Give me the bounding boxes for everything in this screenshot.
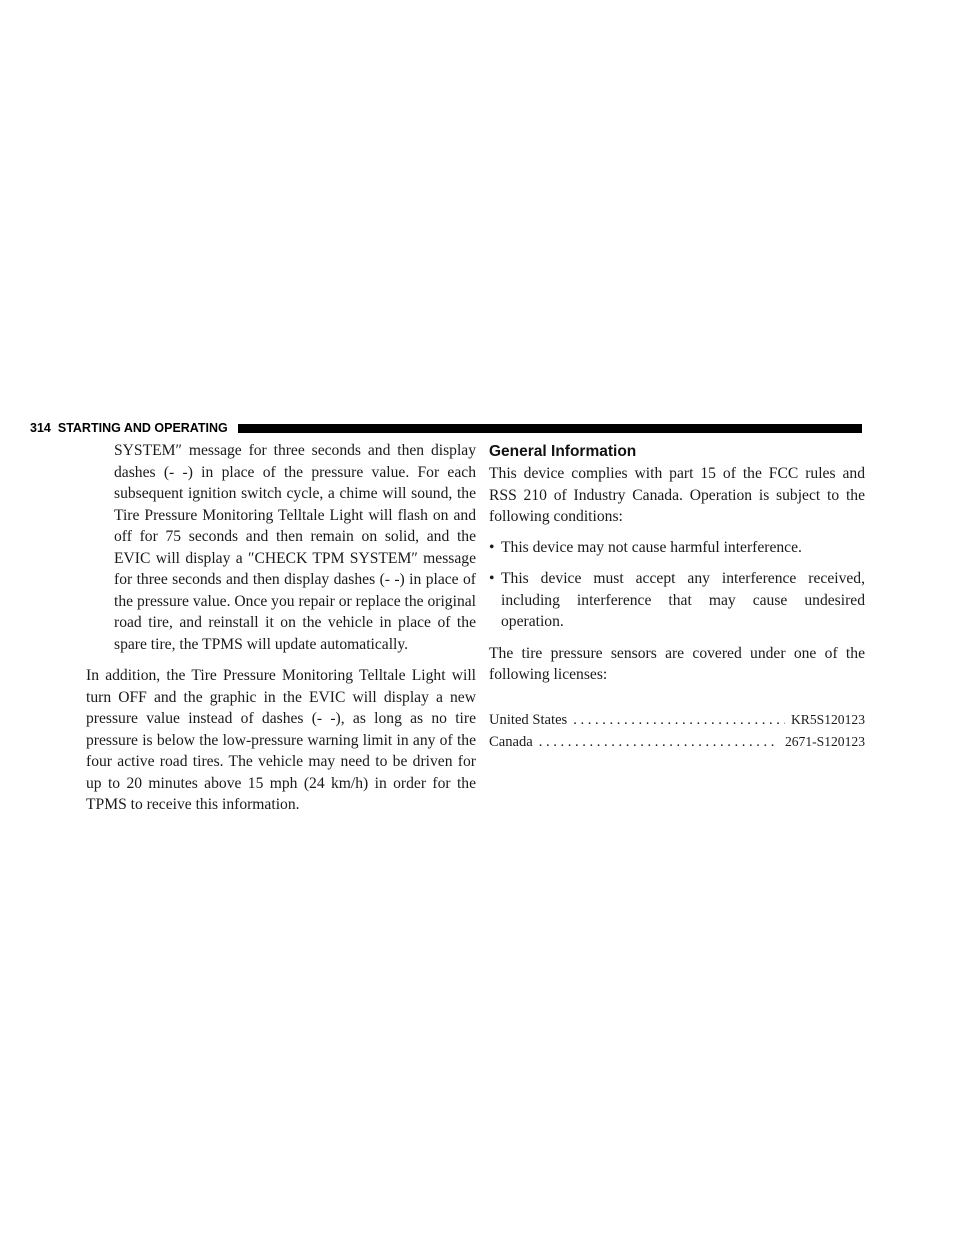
running-header [30,418,862,438]
dot-leader [539,732,779,753]
license-value: 2671-S120123 [784,733,865,749]
section-title: STARTING AND OPERATING [57,421,228,435]
bullet-icon: • [489,570,495,587]
right-column [489,440,865,753]
intro-paragraph: This device complies with part 15 of the FCC rules and RSS 210 of Industry Canada. Operation is subject to the following conditions: [489,465,865,525]
conditions-list [489,537,865,633]
header-rule [238,424,862,433]
license-table [489,709,865,753]
list-item-text: This device may not cause harmful interference. [501,538,802,556]
dot-leader [573,710,785,731]
license-label: Canada [489,733,533,750]
section-heading: General Information [489,443,637,460]
license-value: KR5S120123 [790,711,865,727]
continued-paragraph: SYSTEM″ message for three seconds and then display dashes (- -) in place of the pressure value. For each subsequent ignition switch cycle, a chime will sound, the Tire Pressure Monitoring Telltale Light will flash on and off for 75 seconds and then remain on solid, and the EVIC will display a ″CHECK TPM SYSTEM″ message for three seconds and then display dashes (- -) in place of the pressure value. Once you repair or replace the original road tire, and reinstall it on the vehicle in place of the spare tire, the TPMS will update automatically. [114,442,476,653]
license-label: United States [489,711,568,728]
page-number: 314 [30,421,51,435]
list-item [489,537,865,559]
bullet-icon: • [489,538,495,556]
left-column [86,440,476,816]
license-row [489,709,865,731]
paragraph: In addition, the Tire Pressure Monitoring Telltale Light will turn OFF and the graphic in the EVIC will display a new pressure value instead of dashes (- -), as long as no tire pressure is below the low-pressure warning limit in any of the four active road tires. The vehicle may need to be driven for up to 20 minutes above 15 mph (24 km/h) in order for the TPMS to receive this information. [86,667,476,813]
sensors-paragraph: The tire pressure sensors are covered under one of the following licenses: [489,644,865,683]
list-item [489,568,865,633]
license-row [489,731,865,753]
list-item-text: This device must accept any interference received, including interference that may cause undesired operation. [501,570,865,630]
